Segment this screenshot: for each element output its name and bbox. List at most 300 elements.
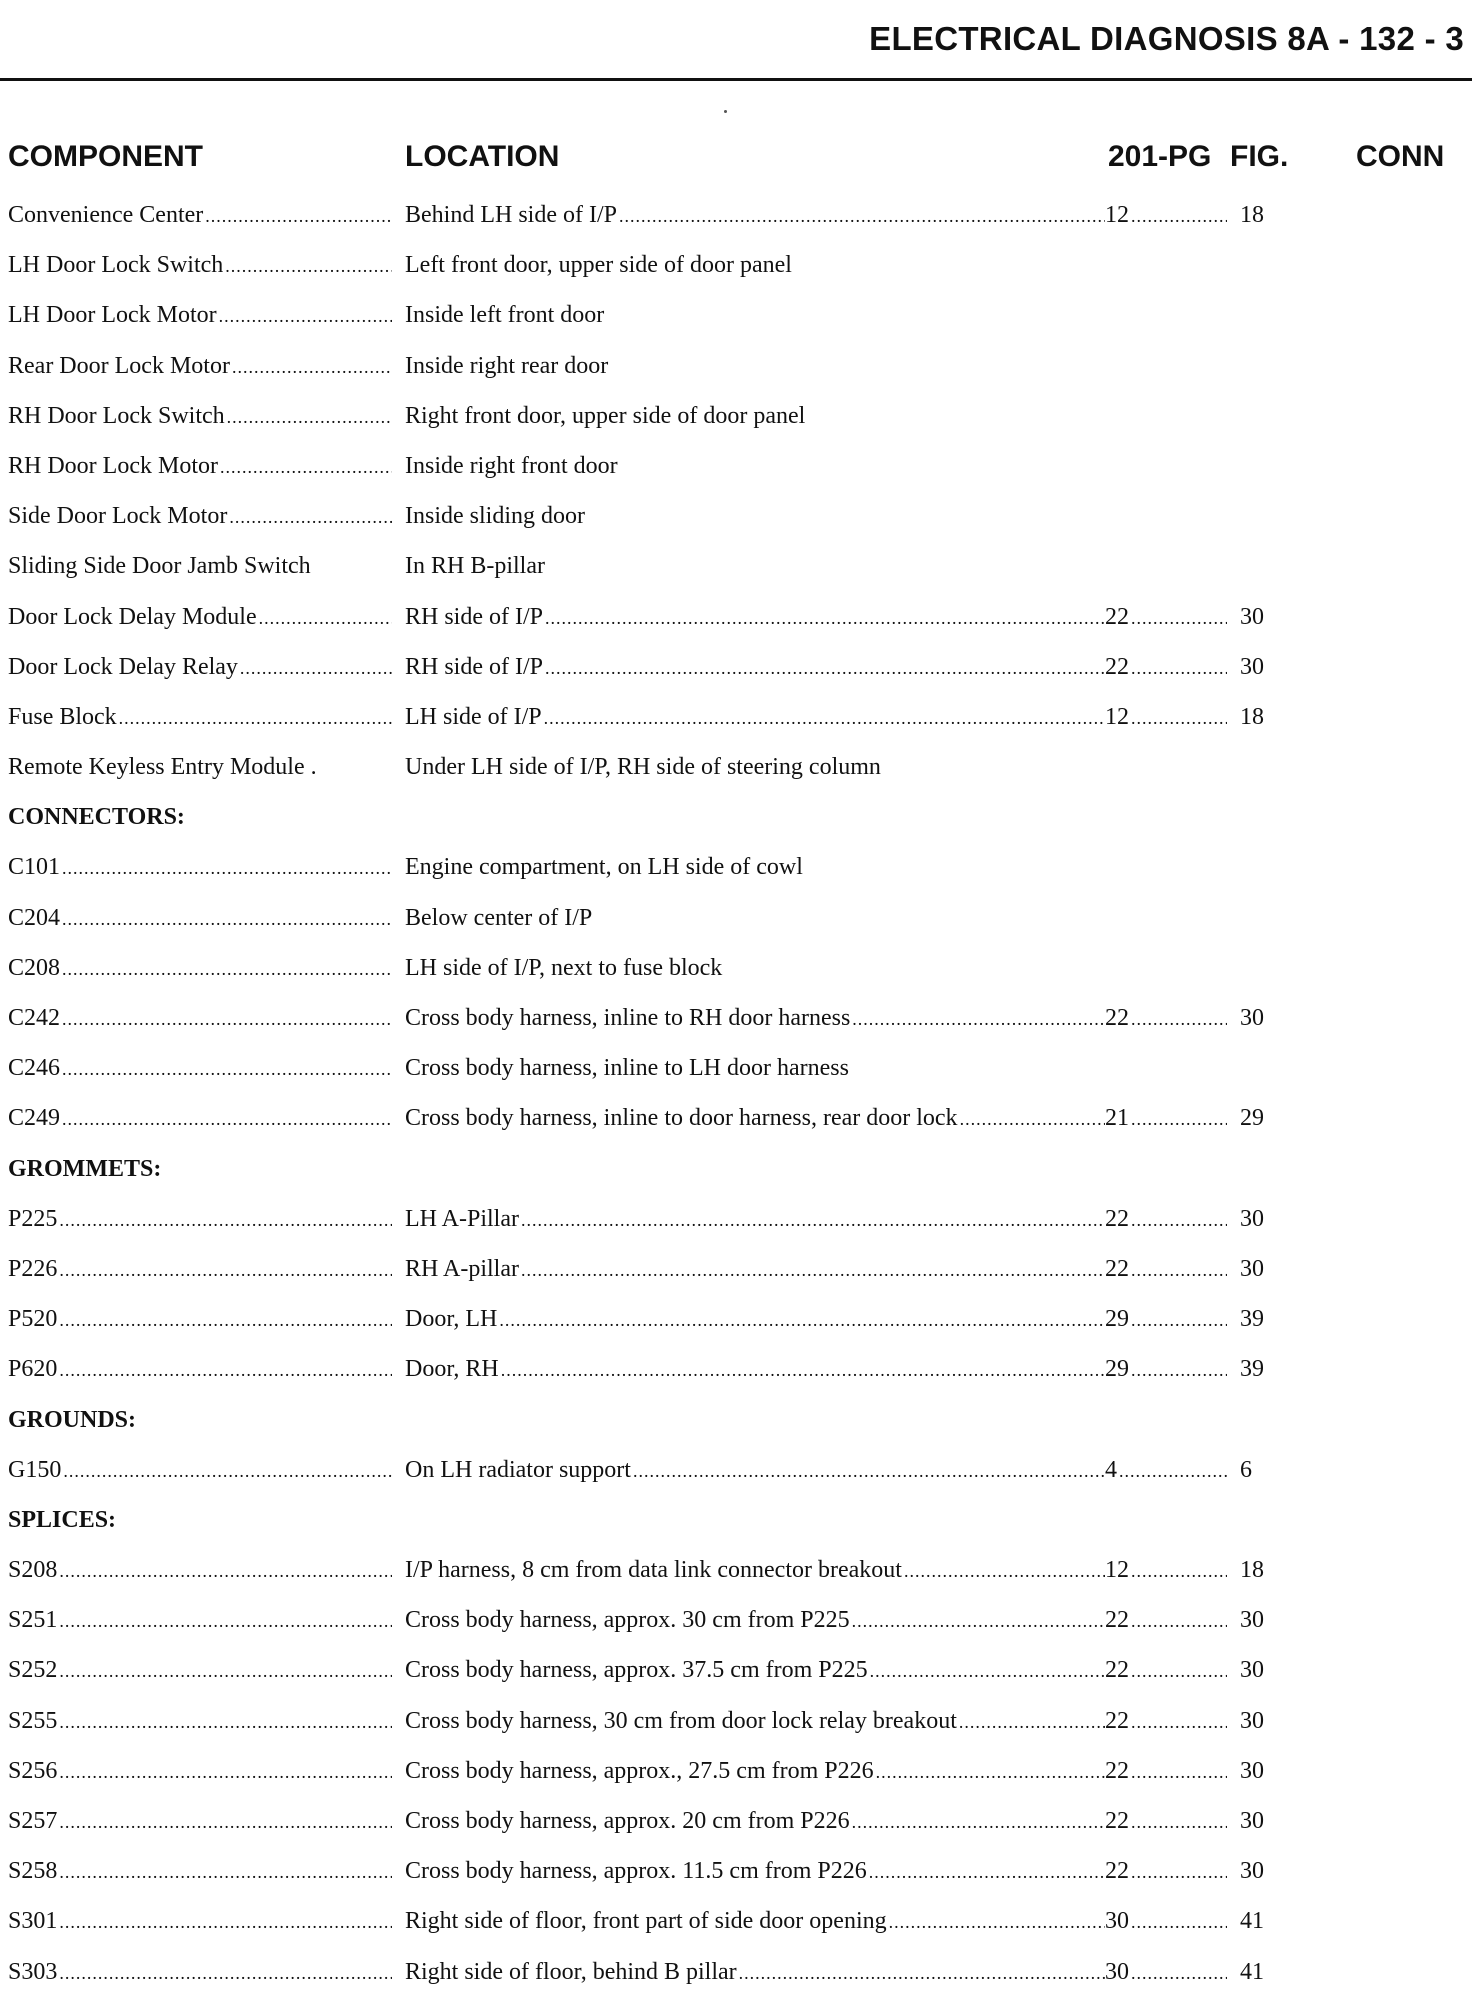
page-number: 22: [1105, 1808, 1129, 1834]
component-name: S256: [8, 1757, 58, 1784]
page-number: 12: [1105, 703, 1129, 730]
dot-leader: [219, 291, 392, 341]
component-cell: [8, 1194, 392, 1245]
location-cell: [405, 642, 1105, 693]
component-cell: [8, 893, 392, 944]
figure-number: 18: [1240, 703, 1264, 730]
location-text: Cross body harness, approx. 37.5 cm from P225: [405, 1657, 868, 1684]
dot-leader: [959, 1697, 1105, 1747]
page-cell: [1105, 592, 1227, 643]
header-rule: [0, 78, 1472, 81]
component-cell: [8, 341, 392, 392]
table-row: [0, 1846, 1472, 1896]
location-cell: [405, 1796, 1105, 1847]
table-row: [0, 1294, 1472, 1344]
table-row: [0, 1746, 1472, 1796]
location-cell: [405, 1093, 1105, 1144]
component-name: C204: [8, 904, 61, 931]
table-row: [0, 1545, 1472, 1595]
table-row: [0, 441, 1472, 491]
location-text: Cross body harness, inline to LH door harness: [405, 1055, 849, 1082]
component-name: Door Lock Delay Relay: [8, 653, 238, 680]
table-row: [0, 1194, 1472, 1244]
component-name: Door Lock Delay Module: [8, 603, 257, 630]
component-cell: [8, 1796, 392, 1847]
component-cell: [8, 441, 392, 492]
component-cell: [8, 1696, 392, 1747]
component-name: S251: [8, 1607, 58, 1634]
dot-leader: [259, 593, 392, 643]
dot-leader: [1131, 1797, 1227, 1847]
page-number: 30: [1105, 1908, 1129, 1935]
dot-leader: [1131, 1646, 1227, 1696]
dot-leader: [59, 1245, 392, 1295]
location-text: Behind LH side of I/P: [405, 202, 617, 228]
dot-leader: [59, 1295, 392, 1345]
location-text: Right front door, upper side of door panel: [405, 402, 806, 429]
page-cell: [1105, 1696, 1227, 1747]
component-cell: [8, 290, 392, 341]
dot-leader: [1131, 994, 1227, 1044]
location-cell: [405, 1896, 1105, 1947]
component-name: C246: [8, 1055, 61, 1082]
component-name: Side Door Lock Motor: [8, 503, 228, 530]
dot-leader: [1131, 693, 1227, 743]
dot-leader: [852, 994, 1105, 1044]
figure-number: 30: [1240, 1607, 1264, 1634]
component-name: Convenience Center: [8, 202, 204, 228]
component-cell: [8, 1645, 392, 1696]
location-cell: [405, 1244, 1105, 1295]
dot-leader: [1131, 1094, 1227, 1144]
component-cell: [8, 742, 392, 792]
page-cell: [1105, 1947, 1227, 1998]
location-cell: [405, 1545, 1105, 1596]
figure-number: 30: [1240, 1808, 1264, 1834]
page-number: 22: [1105, 603, 1129, 630]
dot-leader: [1131, 1295, 1227, 1345]
table-row: [0, 592, 1472, 642]
figure-number: 30: [1240, 1005, 1264, 1031]
table-row: [0, 742, 1472, 792]
dot-leader: [499, 1295, 1105, 1345]
table-row: [0, 1244, 1472, 1294]
location-cell: [405, 1846, 1105, 1897]
component-name: C208: [8, 954, 61, 981]
location-text: Door, RH: [405, 1356, 499, 1383]
dot-leader: [1131, 1948, 1227, 1998]
page-number: 22: [1105, 1607, 1129, 1634]
location-cell: [405, 742, 1105, 792]
component-name: S255: [8, 1707, 58, 1734]
dot-leader: [739, 1948, 1105, 1998]
page-cell: [1105, 1545, 1227, 1596]
dot-leader: [544, 693, 1105, 743]
location-cell: [405, 1947, 1105, 1998]
figure-number: 30: [1240, 1858, 1264, 1885]
location-cell: [405, 943, 1105, 993]
page-cell: [1105, 1445, 1227, 1496]
component-cell: [8, 1244, 392, 1295]
location-text: On LH radiator support: [405, 1456, 631, 1483]
figure-number: 6: [1240, 1456, 1252, 1483]
dot-leader: [59, 1596, 392, 1646]
table-row: [0, 491, 1472, 541]
page-cell: [1105, 1344, 1227, 1395]
location-text: Cross body harness, 30 cm from door lock relay breakout: [405, 1707, 957, 1734]
dot-leader: [63, 1446, 392, 1496]
dot-leader: [220, 442, 392, 492]
dot-leader: [59, 1897, 392, 1947]
dot-leader: [521, 1245, 1105, 1295]
dot-leader: [59, 1797, 392, 1847]
component-cell: [8, 240, 392, 291]
table-row: [0, 290, 1472, 340]
component-name: Rear Door Lock Motor: [8, 352, 230, 379]
component-cell: [8, 943, 392, 994]
dot-leader: [1131, 1345, 1227, 1395]
component-name: Fuse Block: [8, 703, 117, 730]
dot-leader: [904, 1546, 1105, 1596]
component-name: S257: [8, 1808, 58, 1834]
component-name: RH Door Lock Motor: [8, 452, 218, 479]
location-text: In RH B-pillar: [405, 553, 545, 580]
table-row: [0, 541, 1472, 591]
table-row: [0, 943, 1472, 993]
page-cell: [1105, 1846, 1227, 1897]
dot-leader: [232, 342, 392, 392]
component-name: S303: [8, 1958, 58, 1985]
figure-number: 30: [1240, 1255, 1264, 1282]
table-row: [0, 993, 1472, 1043]
page-number: 22: [1105, 1255, 1129, 1282]
location-text: Cross body harness, inline to door harness, rear door lock: [405, 1105, 958, 1132]
table-row: [0, 391, 1472, 441]
location-text: RH side of I/P: [405, 653, 543, 680]
page-number: 21: [1105, 1105, 1129, 1132]
location-text: Inside sliding door: [405, 503, 585, 530]
component-cell: [8, 1595, 392, 1646]
dot-leader: [960, 1094, 1105, 1144]
location-cell: [405, 1294, 1105, 1345]
component-name: S208: [8, 1557, 58, 1584]
dot-leader: [1131, 1245, 1227, 1295]
page-cell: [1105, 1294, 1227, 1345]
figure-number: 39: [1240, 1306, 1264, 1333]
figure-number: 30: [1240, 1205, 1264, 1232]
dot-leader: [869, 1847, 1105, 1897]
table-row: [0, 341, 1472, 391]
location-text: Cross body harness, approx., 27.5 cm from P226: [405, 1757, 874, 1784]
location-text: LH side of I/P: [405, 703, 542, 730]
location-cell: [405, 441, 1105, 491]
section-heading: GROMMETS:: [8, 1155, 162, 1182]
dot-leader: [59, 1345, 392, 1395]
location-text: Left front door, upper side of door panel: [405, 252, 792, 279]
column-header-conn: CONN: [1356, 140, 1445, 173]
location-cell: [405, 190, 1105, 241]
location-text: I/P harness, 8 cm from data link connector breakout: [405, 1557, 902, 1584]
table-row: [0, 1796, 1472, 1846]
table-row: [0, 1696, 1472, 1746]
figure-number: 39: [1240, 1356, 1264, 1383]
location-text: Cross body harness, approx. 11.5 cm from P226: [405, 1858, 867, 1885]
table-row: [0, 1947, 1472, 1997]
column-header-location: LOCATION: [405, 140, 560, 173]
page-cell: [1105, 1093, 1227, 1144]
dot-leader: [59, 1195, 392, 1245]
component-cell: [8, 541, 392, 591]
component-cell: [8, 1445, 392, 1496]
dot-leader: [1131, 191, 1227, 241]
location-cell: [405, 592, 1105, 643]
table-row: [0, 1595, 1472, 1645]
location-text: Below center of I/P: [405, 904, 593, 931]
table-row: [0, 190, 1472, 240]
dot-leader: [59, 1948, 392, 1998]
dot-leader: [1131, 593, 1227, 643]
location-cell: [405, 1344, 1105, 1395]
location-text: Inside left front door: [405, 302, 605, 329]
page-cell: [1105, 190, 1227, 241]
location-text: RH A-pillar: [405, 1255, 519, 1282]
location-text: Inside right front door: [405, 452, 618, 479]
location-cell: [405, 341, 1105, 391]
component-name: G150: [8, 1456, 62, 1483]
location-cell: [405, 541, 1105, 591]
dot-leader: [1131, 1897, 1227, 1947]
dot-leader: [62, 1094, 392, 1144]
page-number: 29: [1105, 1356, 1129, 1383]
location-text: Cross body harness, approx. 30 cm from P225: [405, 1607, 850, 1634]
component-name: S258: [8, 1858, 58, 1885]
dot-leader: [225, 241, 392, 291]
location-cell: [405, 692, 1105, 743]
component-cell: [8, 592, 392, 643]
dot-leader: [889, 1897, 1105, 1947]
figure-number: 30: [1240, 603, 1264, 630]
component-name: RH Door Lock Switch: [8, 402, 225, 429]
location-text: Inside right rear door: [405, 352, 609, 379]
component-cell: [8, 190, 392, 241]
table-row: [0, 692, 1472, 742]
figure-number: 41: [1240, 1958, 1264, 1985]
dot-leader: [59, 1747, 392, 1797]
component-cell: [8, 1846, 392, 1897]
section-heading: CONNECTORS:: [8, 804, 185, 831]
location-cell: [405, 1194, 1105, 1245]
dot-leader: [59, 1646, 392, 1696]
component-cell: [8, 1947, 392, 1998]
dot-leader: [62, 894, 392, 944]
table-row: [0, 1344, 1472, 1394]
dot-leader: [852, 1596, 1105, 1646]
location-cell: [405, 993, 1105, 1044]
component-name: P620: [8, 1356, 58, 1383]
page-number: 22: [1105, 1005, 1129, 1031]
location-text: Cross body harness, inline to RH door harness: [405, 1005, 851, 1031]
dot-leader: [501, 1345, 1105, 1395]
component-name: LH Door Lock Motor: [8, 302, 217, 329]
location-cell: [405, 491, 1105, 541]
dot-leader: [619, 191, 1105, 241]
table-row: [0, 893, 1472, 943]
table-row: [0, 842, 1472, 892]
location-text: Right side of floor, front part of side door opening: [405, 1908, 887, 1935]
dot-leader: [1131, 643, 1227, 693]
component-name: LH Door Lock Switch: [8, 252, 224, 279]
table-row: [0, 1645, 1472, 1695]
location-text: Right side of floor, behind B pillar: [405, 1958, 737, 1985]
table-row: [0, 240, 1472, 290]
component-cell: [8, 1294, 392, 1345]
page-number: 22: [1105, 1205, 1129, 1232]
dot-leader: [1131, 1596, 1227, 1646]
component-cell: [8, 1344, 392, 1395]
location-text: Cross body harness, approx. 20 cm from P226: [405, 1808, 850, 1834]
column-header-fig: FIG.: [1230, 140, 1289, 173]
dot-leader: [240, 643, 392, 693]
page-number: 22: [1105, 653, 1129, 680]
dot-leader: [59, 1697, 392, 1747]
section-heading: GROUNDS:: [8, 1406, 137, 1433]
component-cell: [8, 1093, 392, 1144]
column-header-201-pg: 201-PG: [1108, 140, 1212, 173]
location-text: Under LH side of I/P, RH side of steering column: [405, 754, 881, 781]
table-row: [0, 1043, 1472, 1093]
page-cell: [1105, 1595, 1227, 1646]
location-cell: [405, 893, 1105, 943]
figure-number: 30: [1240, 1757, 1264, 1784]
dot-leader: [229, 492, 392, 542]
component-cell: [8, 642, 392, 693]
figure-number: 29: [1240, 1105, 1264, 1132]
dot-leader: [205, 191, 392, 241]
component-name: P225: [8, 1205, 58, 1232]
component-name: P520: [8, 1306, 58, 1333]
component-cell: [8, 1545, 392, 1596]
dot-leader: [521, 1195, 1105, 1245]
dot-leader: [852, 1797, 1105, 1847]
component-cell: [8, 1896, 392, 1947]
figure-number: 18: [1240, 202, 1264, 228]
dot-leader: [1131, 1697, 1227, 1747]
component-name: Remote Keyless Entry Module .: [8, 754, 317, 781]
dot-leader: [59, 1546, 392, 1596]
location-cell: [405, 1746, 1105, 1797]
page-number: 22: [1105, 1657, 1129, 1684]
dot-leader: [545, 643, 1105, 693]
location-text: Door, LH: [405, 1306, 498, 1333]
page-cell: [1105, 1746, 1227, 1797]
dot-leader: [545, 593, 1105, 643]
location-cell: [405, 1645, 1105, 1696]
component-name: P226: [8, 1255, 58, 1282]
dot-leader: [870, 1646, 1105, 1696]
page-cell: [1105, 993, 1227, 1044]
page-number: 22: [1105, 1858, 1129, 1885]
component-name: C101: [8, 854, 61, 881]
dot-leader: [1131, 1195, 1227, 1245]
page-header-title: ELECTRICAL DIAGNOSIS 8A - 132 - 3: [869, 20, 1464, 57]
page-number: 29: [1105, 1306, 1129, 1333]
component-cell: [8, 692, 392, 743]
dot-leader: [227, 392, 392, 442]
component-cell: [8, 1746, 392, 1797]
dot-leader: [62, 1044, 392, 1094]
dot-leader: [633, 1446, 1105, 1496]
location-text: RH side of I/P: [405, 603, 543, 630]
scan-speck: [724, 110, 727, 113]
location-cell: [405, 391, 1105, 441]
dot-leader: [62, 944, 392, 994]
component-cell: [8, 993, 392, 1044]
location-text: Engine compartment, on LH side of cowl: [405, 854, 803, 881]
location-text: LH A-Pillar: [405, 1205, 519, 1232]
page-number: 22: [1105, 1757, 1129, 1784]
section-heading: SPLICES:: [8, 1506, 117, 1533]
location-cell: [405, 1696, 1105, 1747]
page-number: 30: [1105, 1958, 1129, 1985]
page-cell: [1105, 692, 1227, 743]
dot-leader: [62, 994, 392, 1044]
component-name: Sliding Side Door Jamb Switch: [8, 553, 311, 580]
page-number: 4: [1105, 1456, 1117, 1483]
page-cell: [1105, 1645, 1227, 1696]
table-row: [0, 1445, 1472, 1495]
component-name: C249: [8, 1105, 61, 1132]
page-number: 22: [1105, 1707, 1129, 1734]
dot-leader: [62, 843, 392, 893]
location-cell: [405, 1595, 1105, 1646]
location-cell: [405, 240, 1105, 290]
figure-number: 30: [1240, 1657, 1264, 1684]
location-cell: [405, 1445, 1105, 1496]
page-cell: [1105, 1244, 1227, 1295]
page-header: [0, 20, 1472, 64]
figure-number: 41: [1240, 1908, 1264, 1935]
page-number: 12: [1105, 1557, 1129, 1584]
table-row: [0, 1896, 1472, 1946]
location-text: LH side of I/P, next to fuse block: [405, 954, 723, 981]
location-cell: [405, 842, 1105, 892]
table-row: [0, 642, 1472, 692]
page-number: 12: [1105, 202, 1129, 228]
component-cell: [8, 1043, 392, 1094]
page-cell: [1105, 1194, 1227, 1245]
component-cell: [8, 491, 392, 542]
page-cell: [1105, 642, 1227, 693]
figure-number: 30: [1240, 1707, 1264, 1734]
dot-leader: [1119, 1446, 1227, 1496]
component-name: S252: [8, 1657, 58, 1684]
location-cell: [405, 290, 1105, 340]
dot-leader: [1131, 1747, 1227, 1797]
dot-leader: [119, 693, 392, 743]
dot-leader: [876, 1747, 1105, 1797]
component-cell: [8, 842, 392, 893]
figure-number: 30: [1240, 653, 1264, 680]
dot-leader: [1131, 1546, 1227, 1596]
location-cell: [405, 1043, 1105, 1093]
dot-leader: [1131, 1847, 1227, 1897]
column-header-component: COMPONENT: [8, 140, 203, 173]
component-location-table: [0, 190, 1472, 1997]
component-name: C242: [8, 1005, 61, 1031]
page-cell: [1105, 1796, 1227, 1847]
component-name: S301: [8, 1908, 58, 1935]
component-cell: [8, 391, 392, 442]
